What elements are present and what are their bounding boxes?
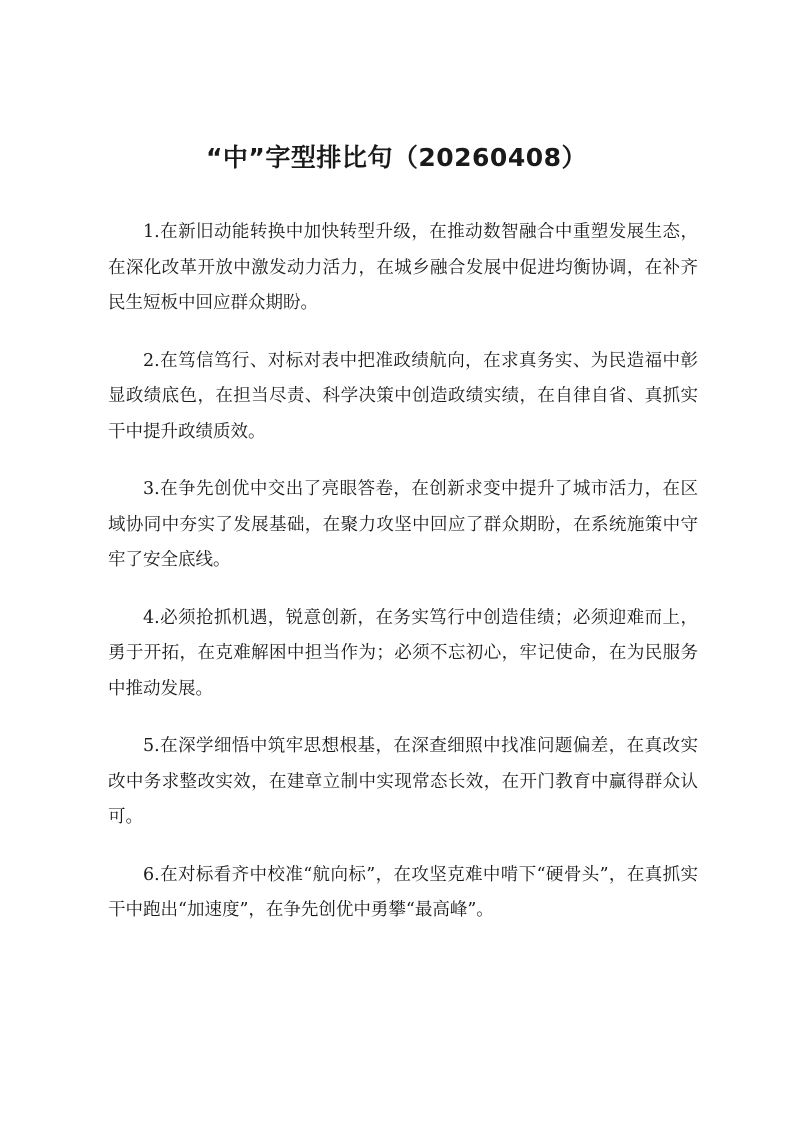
paragraph-3: 3.在争先创优中交出了亮眼答卷，在创新求变中提升了城市活力，在区域协同中夯实了发展基础，在聚力攻坚中回应了群众期盼，在系统施策中守牢了安全底线。 [108, 479, 698, 570]
paragraph-5: 5.在深学细悟中筑牢思想根基，在深查细照中找准问题偏差，在真改实改中务求整改实效，在建章立制中实现常态长效，在开门教育中赢得群众认可。 [108, 736, 698, 827]
paragraph-4: 4.必须抢抓机遇，锐意创新，在务实笃行中创造佳绩；必须迎难而上，勇于开拓，在克难解困中担当作为；必须不忘初心，牢记使命，在为民服务中推动发展。 [108, 607, 698, 699]
paragraph-2: 2.在笃信笃行、对标对表中把准政绩航向，在求真务实、为民造福中彰显政绩底色，在担当尽责、科学决策中创造政绩实绩，在自律自省、真抓实干中提升政绩质效。 [108, 350, 698, 442]
document-body [108, 215, 698, 951]
paragraph-6: 6.在对标看齐中校准“航向标”，在攻坚克难中啃下“硬骨头”，在真抓实干中跑出“加速度”，在争先创优中勇攀“最高峰”。 [108, 864, 698, 920]
document-title: “中”字型排比句（20260408） [205, 143, 588, 172]
paragraph-1: 1.在新旧动能转换中加快转型升级，在推动数智融合中重塑发展生态，在深化改革开放中激发动力活力，在城乡融合发展中促进均衡协调，在补齐民生短板中回应群众期盼。 [108, 222, 698, 313]
